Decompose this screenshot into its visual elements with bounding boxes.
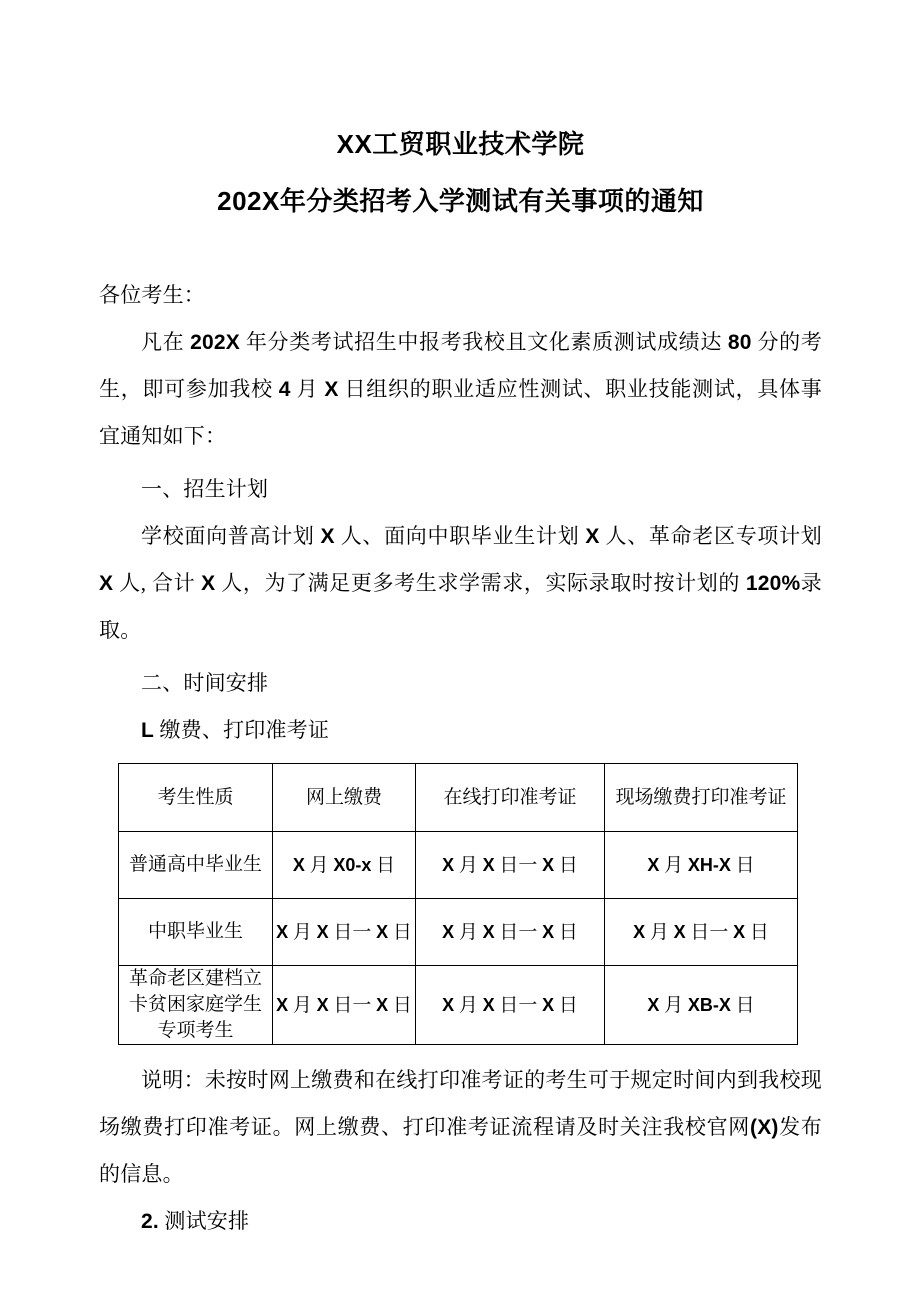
sep-month: 月: [304, 854, 334, 876]
row-online-print: [416, 832, 605, 899]
intro-paragraph: [99, 319, 822, 460]
sep-range: 日一: [494, 994, 543, 1016]
subheading-2-text: 测试安排: [158, 1209, 250, 1234]
sep-month: 月: [288, 921, 317, 943]
subheading-test-arrangement: [99, 1198, 822, 1245]
value-day-end: X: [376, 994, 389, 1015]
sep-day: 日: [371, 854, 396, 876]
value-month: X: [292, 854, 305, 875]
intro-score-value: 80: [727, 331, 752, 355]
value-day-end: X: [733, 921, 746, 942]
sep-day: 日: [730, 854, 755, 876]
row-category: 中职毕业生: [119, 899, 273, 966]
salutation: 各位考生：: [99, 283, 205, 308]
sep-month: 月: [659, 854, 688, 876]
sep-range: 日一: [494, 921, 543, 943]
value-day-start: X: [316, 994, 329, 1015]
plan-seg-1: 学校面向普高计划: [141, 524, 321, 549]
note-seg-3: 发布的信息。: [99, 1115, 822, 1187]
intro-year-value: 202X: [190, 331, 241, 355]
value-month: X: [442, 994, 455, 1015]
plan-seg-11: 录取。: [99, 571, 823, 643]
sep-range: 日一: [494, 854, 543, 876]
sep-range: 日一: [685, 921, 734, 943]
table-header-candidate-type: 考生性质: [119, 764, 273, 832]
value-day-end: X: [542, 921, 555, 942]
row-onsite: [605, 899, 798, 966]
note-official-site-placeholder: (X): [750, 1116, 779, 1140]
sep-day: 日: [388, 994, 412, 1016]
row-online-print: [416, 966, 605, 1045]
sep-day: 日: [730, 994, 755, 1016]
plan-admission-ratio: 120%: [745, 572, 801, 596]
subheading-2-marker: 2.: [141, 1210, 159, 1234]
intro-month-value: 4: [278, 378, 291, 402]
value-month: X: [442, 921, 455, 942]
table-row: [119, 966, 798, 1045]
intro-seg-7: 月: [290, 377, 325, 402]
plan-general-quota: X: [320, 525, 335, 549]
note-seg-1: 说明：未按时网上缴费和在线打印准考证的考生可于规定时间内到我校现场缴费打印准考证。网上缴费、打印准考证流程请及时关注我校官网: [99, 1068, 822, 1140]
sep-month: 月: [454, 854, 483, 876]
sep-day: 日: [554, 921, 578, 943]
table-row: [119, 899, 798, 966]
row-online-payment: [273, 966, 416, 1045]
sep-month: 月: [288, 994, 317, 1016]
row-category: 革命老区建档立卡贫困家庭学生专项考生: [119, 966, 273, 1045]
sep-day: 日: [554, 854, 578, 876]
sep-month: 月: [645, 921, 674, 943]
plan-total-quota: X: [201, 572, 216, 596]
title-line1-bold-prefix: XX: [336, 129, 373, 159]
sep-month: 月: [659, 994, 688, 1016]
intro-seg-3: 年分类考试招生中报考我校且文化素质测试成绩达: [240, 330, 728, 355]
document-title-line-2: [99, 187, 822, 217]
title-line2-bold-year: 202X: [217, 185, 280, 216]
plan-seg-3: 人、面向中职毕业生计划: [334, 524, 586, 549]
document-title-line-1: [99, 130, 822, 160]
value-month: X: [276, 921, 289, 942]
plan-seg-5: 人、革命老区专项计划: [599, 524, 822, 549]
schedule-table: [118, 763, 798, 1045]
subheading-payment-print: [99, 707, 822, 754]
value-month: X: [276, 994, 289, 1015]
intro-seg-9: 日组织的职业适应性测试、职业技能测试，具体事宜通知如下：: [99, 377, 822, 449]
row-online-print: [416, 899, 605, 966]
value-day-range: XB-X: [687, 994, 731, 1015]
sep-month: 月: [454, 921, 483, 943]
value-month: X: [647, 994, 660, 1015]
value-month: X: [633, 921, 646, 942]
value-day-end: X: [542, 994, 555, 1015]
title-line2-text: 年分类招考入学测试有关事项的通知: [279, 186, 704, 216]
plan-vocational-quota: X: [585, 525, 600, 549]
note-paragraph: [99, 1057, 822, 1198]
table-row: [119, 832, 798, 899]
section-heading-schedule: 二、时间安排: [141, 671, 269, 696]
schedule-table-wrapper: [118, 763, 797, 1045]
sep-day: 日: [388, 921, 412, 943]
table-header-onsite-payment-print: 现场缴费打印准考证: [605, 764, 798, 832]
row-category: 普通高中毕业生: [119, 832, 273, 899]
value-day-start: X: [482, 921, 495, 942]
sep-day: 日: [745, 921, 769, 943]
value-day-end: X: [376, 921, 389, 942]
sep-range: 日一: [328, 921, 377, 943]
enrollment-plan-paragraph: [99, 513, 822, 654]
value-month: X: [647, 854, 660, 875]
plan-seg-9: 人，为了满足更多考生求学需求，实际录取时按计划的: [215, 571, 746, 596]
sep-day: 日: [554, 994, 578, 1016]
value-day-start: X: [316, 921, 329, 942]
table-header-row: [119, 764, 798, 832]
value-day-range: X0-x: [333, 854, 372, 875]
section-heading-enrollment-plan: 一、招生计划: [141, 477, 269, 502]
sep-range: 日一: [328, 994, 377, 1016]
row-online-payment: [273, 832, 416, 899]
intro-seg-5: 分的考生，即可参加我校: [99, 330, 822, 402]
row-onsite: [605, 966, 798, 1045]
document-content: [99, 0, 822, 1245]
value-month: X: [442, 854, 455, 875]
plan-seg-7: 人, 合计: [113, 571, 202, 596]
row-onsite: [605, 832, 798, 899]
value-day-start: X: [482, 994, 495, 1015]
value-day-start: X: [673, 921, 686, 942]
value-day-range: XH-X: [687, 854, 731, 875]
intro-seg-1: 凡在: [141, 330, 191, 355]
subheading-1-text: 缴费、打印准考证: [154, 718, 330, 743]
sep-month: 月: [454, 994, 483, 1016]
table-header-online-payment: 网上缴费: [273, 764, 416, 832]
row-online-payment: [273, 899, 416, 966]
value-day-end: X: [542, 854, 555, 875]
plan-revolutionary-quota: X: [99, 572, 114, 596]
table-header-online-print: 在线打印准考证: [416, 764, 605, 832]
subheading-1-marker: L: [141, 719, 155, 743]
value-day-start: X: [482, 854, 495, 875]
intro-day-value: X: [324, 378, 339, 402]
title-line1-text: 工贸职业技术学院: [372, 130, 585, 159]
